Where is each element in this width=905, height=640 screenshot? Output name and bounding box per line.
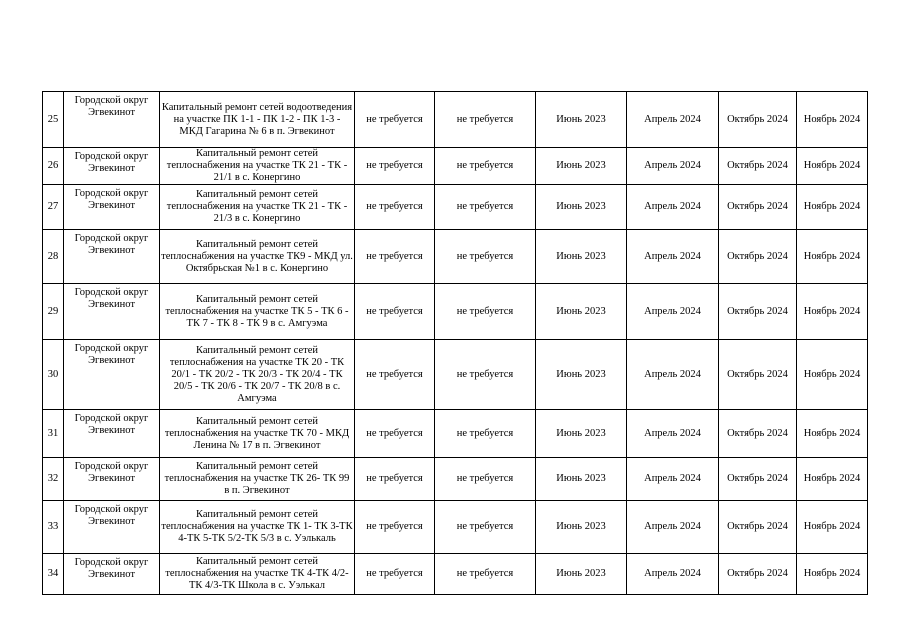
date-cell-4: Ноябрь 2024 (797, 340, 868, 410)
municipality-cell: Городской округ Эгвекинот (64, 410, 160, 458)
work-description-cell: Капитальный ремонт сетей теплоснабжения на участке ТК 21 - ТК - 21/3 в с. Конергино (160, 185, 355, 230)
requirement-cell-2: не требуется (435, 92, 536, 148)
table-row (43, 458, 868, 501)
municipality-cell: Городской округ Эгвекинот (64, 230, 160, 284)
row-number: 28 (43, 230, 64, 284)
requirement-cell-1: не требуется (355, 554, 435, 595)
row-number: 29 (43, 284, 64, 340)
date-cell-4: Ноябрь 2024 (797, 554, 868, 595)
date-cell-1: Июнь 2023 (536, 340, 627, 410)
work-description-cell: Капитальный ремонт сетей теплоснабжения на участке ТК 5 - ТК 6 - ТК 7 - ТК 8 - ТК 9 в с. Амгуэма (160, 284, 355, 340)
requirement-cell-2: не требуется (435, 148, 536, 185)
date-cell-4: Ноябрь 2024 (797, 148, 868, 185)
date-cell-3: Октябрь 2024 (719, 185, 797, 230)
date-cell-2: Апрель 2024 (627, 554, 719, 595)
row-number: 30 (43, 340, 64, 410)
requirement-cell-1: не требуется (355, 501, 435, 554)
table-row (43, 410, 868, 458)
date-cell-2: Апрель 2024 (627, 92, 719, 148)
row-number: 31 (43, 410, 64, 458)
date-cell-2: Апрель 2024 (627, 501, 719, 554)
row-number: 34 (43, 554, 64, 595)
requirement-cell-2: не требуется (435, 185, 536, 230)
date-cell-4: Ноябрь 2024 (797, 185, 868, 230)
date-cell-2: Апрель 2024 (627, 410, 719, 458)
date-cell-2: Апрель 2024 (627, 458, 719, 501)
repair-schedule-table (42, 91, 868, 595)
requirement-cell-2: не требуется (435, 554, 536, 595)
municipality-cell: Городской округ Эгвекинот (64, 501, 160, 554)
date-cell-4: Ноябрь 2024 (797, 92, 868, 148)
requirement-cell-1: не требуется (355, 185, 435, 230)
date-cell-4: Ноябрь 2024 (797, 230, 868, 284)
date-cell-4: Ноябрь 2024 (797, 458, 868, 501)
municipality-cell: Городской округ Эгвекинот (64, 148, 160, 185)
requirement-cell-1: не требуется (355, 284, 435, 340)
date-cell-3: Октябрь 2024 (719, 458, 797, 501)
date-cell-2: Апрель 2024 (627, 148, 719, 185)
table-row (43, 501, 868, 554)
table-row (43, 284, 868, 340)
date-cell-2: Апрель 2024 (627, 185, 719, 230)
requirement-cell-1: не требуется (355, 410, 435, 458)
table-row (43, 185, 868, 230)
work-description-cell: Капитальный ремонт сетей теплоснабжения на участке ТК 1- ТК 3-ТК 4-ТК 5-ТК 5/2-ТК 5/3 в с. Уэлькаль (160, 501, 355, 554)
municipality-cell: Городской округ Эгвекинот (64, 554, 160, 595)
date-cell-3: Октябрь 2024 (719, 554, 797, 595)
date-cell-3: Октябрь 2024 (719, 284, 797, 340)
date-cell-3: Октябрь 2024 (719, 92, 797, 148)
work-description-cell: Капитальный ремонт сетей теплоснабжения на участке ТК 21 - ТК - 21/1 в с. Конергино (160, 148, 355, 185)
date-cell-1: Июнь 2023 (536, 148, 627, 185)
date-cell-1: Июнь 2023 (536, 230, 627, 284)
date-cell-2: Апрель 2024 (627, 284, 719, 340)
work-description-cell: Капитальный ремонт сетей теплоснабжения на участке ТК 4-ТК 4/2-ТК 4/3-ТК Школа в с. Уэлькал (160, 554, 355, 595)
date-cell-3: Октябрь 2024 (719, 410, 797, 458)
date-cell-3: Октябрь 2024 (719, 340, 797, 410)
row-number: 25 (43, 92, 64, 148)
date-cell-1: Июнь 2023 (536, 185, 627, 230)
date-cell-1: Июнь 2023 (536, 284, 627, 340)
municipality-cell: Городской округ Эгвекинот (64, 458, 160, 501)
date-cell-3: Октябрь 2024 (719, 148, 797, 185)
requirement-cell-2: не требуется (435, 284, 536, 340)
date-cell-1: Июнь 2023 (536, 92, 627, 148)
row-number: 26 (43, 148, 64, 185)
work-description-cell: Капитальный ремонт сетей теплоснабжения на участке ТК 70 - МКД Ленина № 17 в п. Эгвекинот (160, 410, 355, 458)
date-cell-4: Ноябрь 2024 (797, 410, 868, 458)
municipality-cell: Городской округ Эгвекинот (64, 185, 160, 230)
requirement-cell-1: не требуется (355, 92, 435, 148)
row-number: 27 (43, 185, 64, 230)
table-body (43, 92, 868, 595)
requirement-cell-1: не требуется (355, 230, 435, 284)
requirement-cell-1: не требуется (355, 458, 435, 501)
date-cell-2: Апрель 2024 (627, 340, 719, 410)
requirement-cell-2: не требуется (435, 340, 536, 410)
requirement-cell-1: не требуется (355, 148, 435, 185)
row-number: 32 (43, 458, 64, 501)
date-cell-4: Ноябрь 2024 (797, 501, 868, 554)
table-row (43, 340, 868, 410)
work-description-cell: Капитальный ремонт сетей теплоснабжения на участке ТК 26- ТК 99 в п. Эгвекинот (160, 458, 355, 501)
date-cell-4: Ноябрь 2024 (797, 284, 868, 340)
requirement-cell-2: не требуется (435, 458, 536, 501)
date-cell-1: Июнь 2023 (536, 554, 627, 595)
date-cell-1: Июнь 2023 (536, 501, 627, 554)
municipality-cell: Городской округ Эгвекинот (64, 284, 160, 340)
date-cell-3: Октябрь 2024 (719, 501, 797, 554)
requirement-cell-1: не требуется (355, 340, 435, 410)
requirement-cell-2: не требуется (435, 230, 536, 284)
date-cell-1: Июнь 2023 (536, 410, 627, 458)
table-row (43, 148, 868, 185)
row-number: 33 (43, 501, 64, 554)
requirement-cell-2: не требуется (435, 410, 536, 458)
requirement-cell-2: не требуется (435, 501, 536, 554)
municipality-cell: Городской округ Эгвекинот (64, 92, 160, 148)
date-cell-3: Октябрь 2024 (719, 230, 797, 284)
table-row (43, 230, 868, 284)
municipality-cell: Городской округ Эгвекинот (64, 340, 160, 410)
work-description-cell: Капитальный ремонт сетей водоотведения на участке ПК 1-1 - ПК 1-2 - ПК 1-3 - МКД Гагарина № 6 в п. Эгвекинот (160, 92, 355, 148)
date-cell-2: Апрель 2024 (627, 230, 719, 284)
date-cell-1: Июнь 2023 (536, 458, 627, 501)
work-description-cell: Капитальный ремонт сетей теплоснабжения на участке ТК9 - МКД ул. Октябрьская №1 в с. Конергино (160, 230, 355, 284)
work-description-cell: Капитальный ремонт сетей теплоснабжения на участке ТК 20 - ТК 20/1 - ТК 20/2 - ТК 20/3 - ТК 20/4 - ТК 20/5 - ТК 20/6 - ТК 20/7 - ТК 20/8 в с. Амгуэма (160, 340, 355, 410)
table-row (43, 92, 868, 148)
table-row (43, 554, 868, 595)
